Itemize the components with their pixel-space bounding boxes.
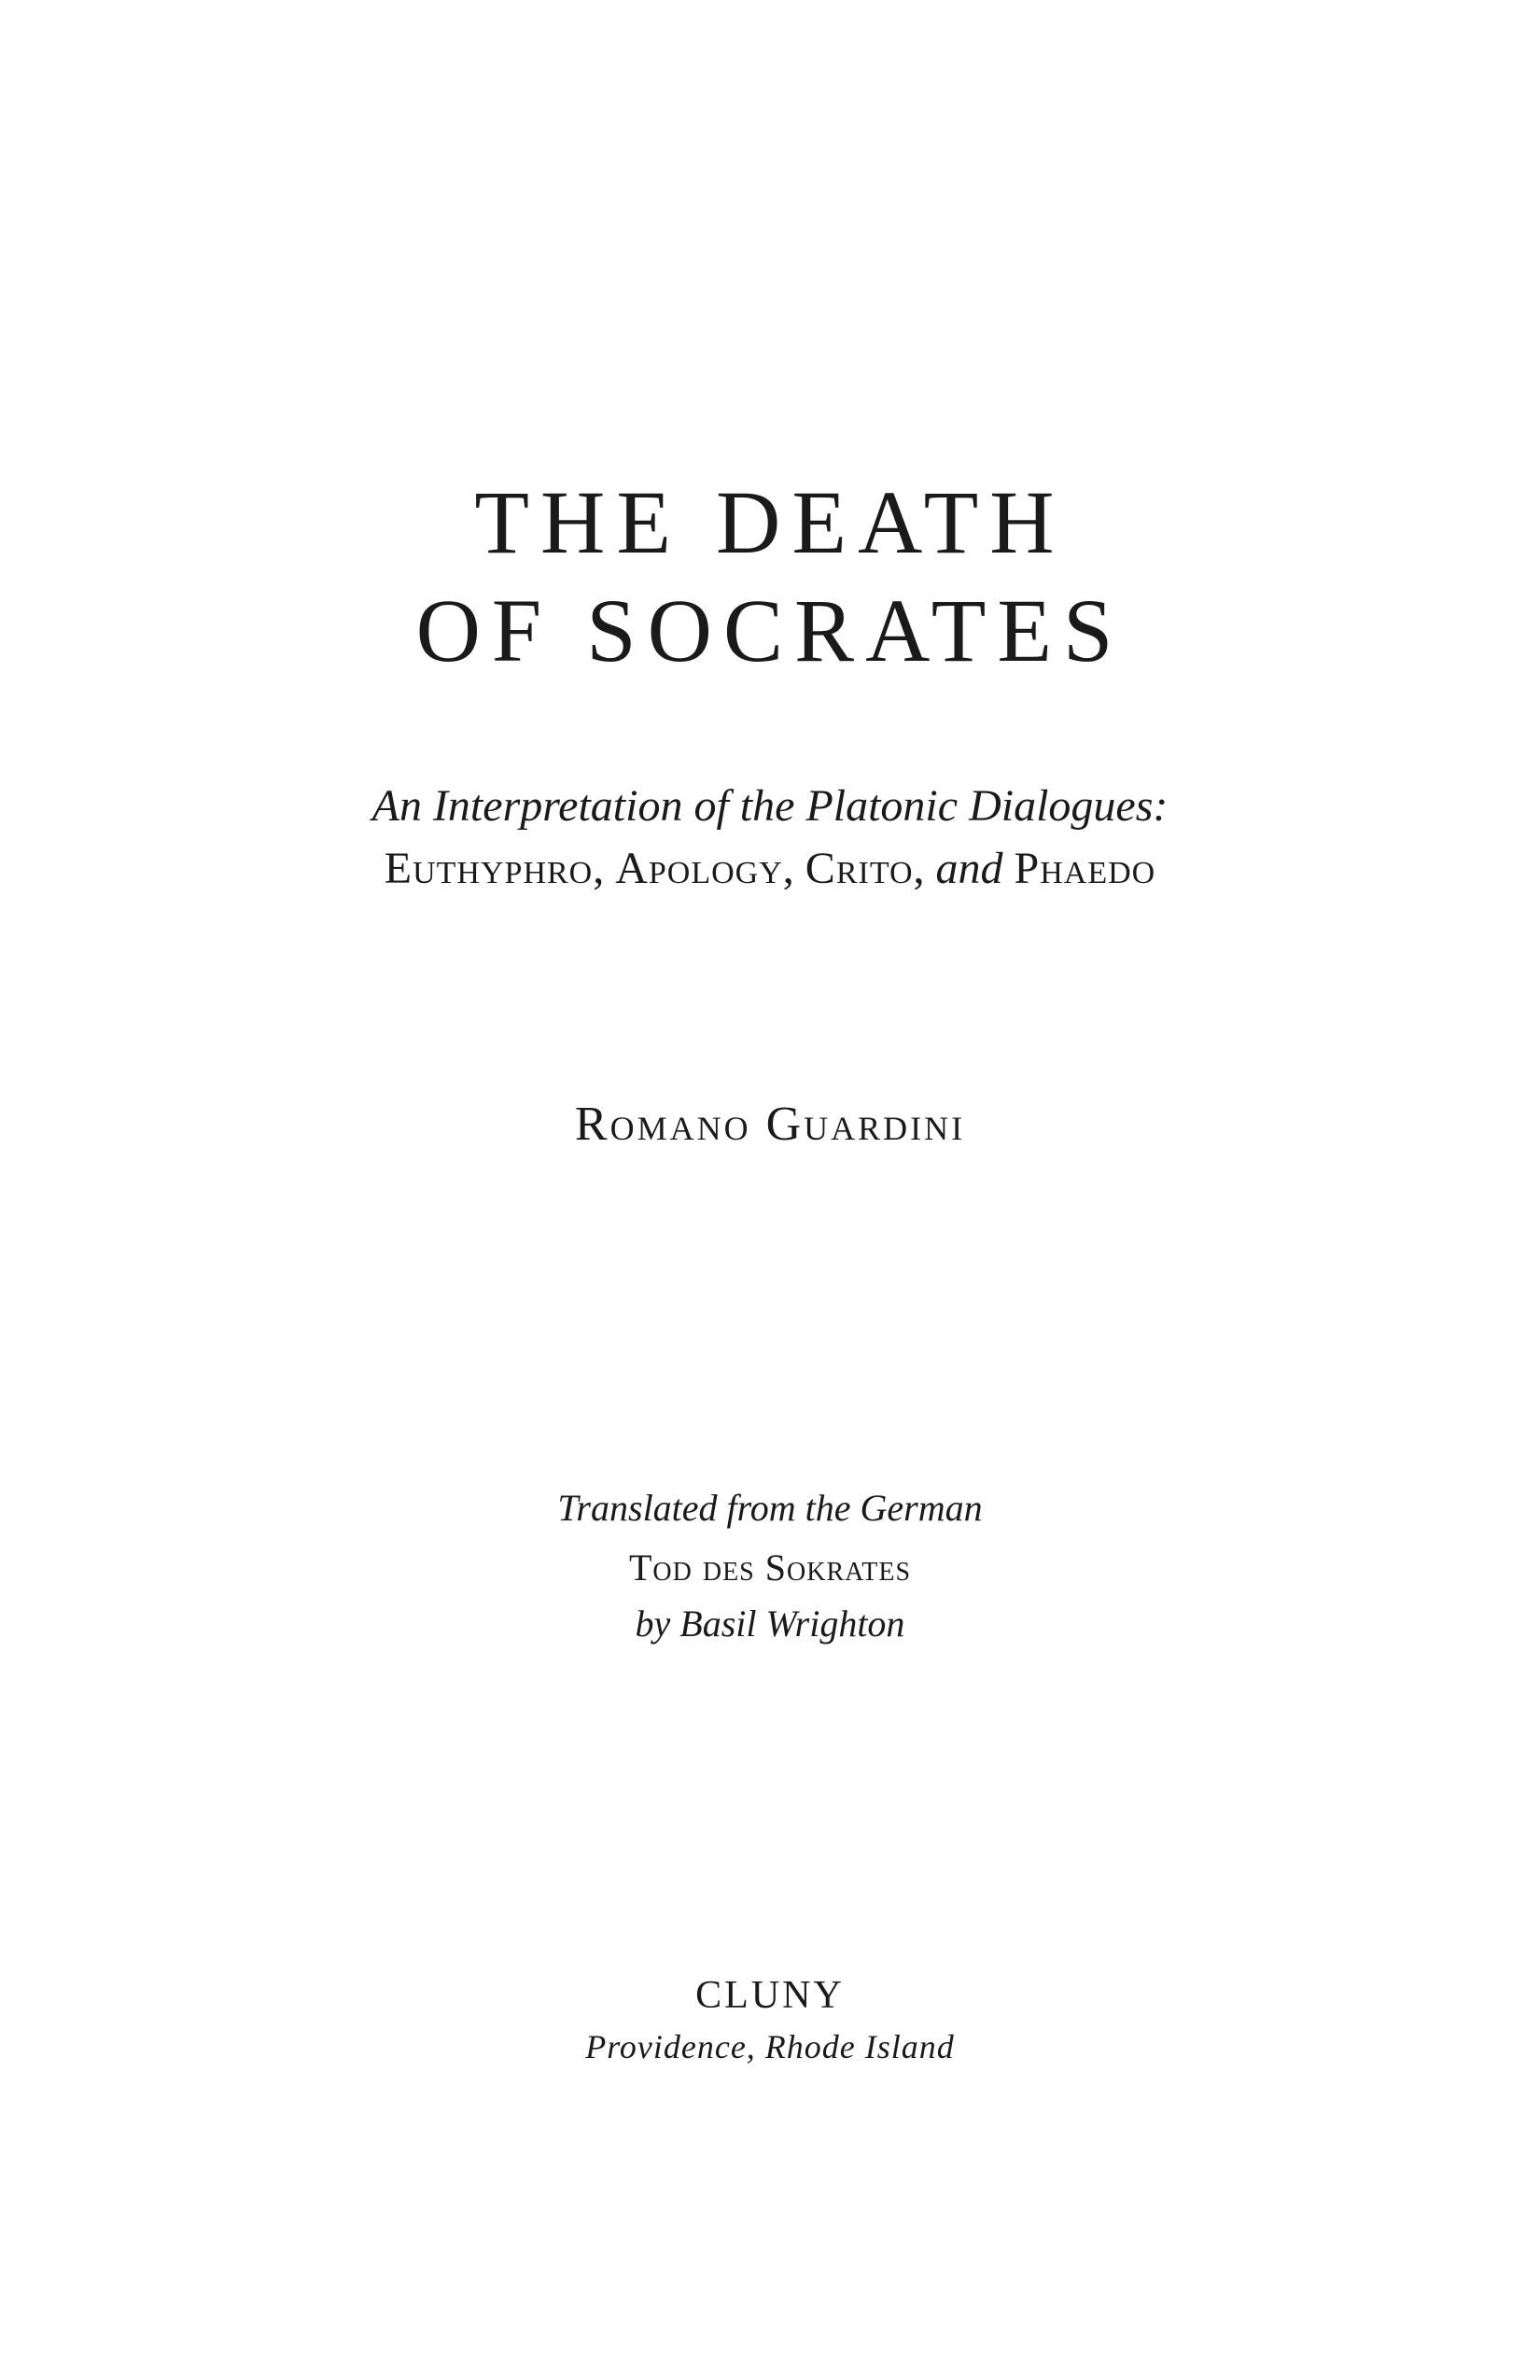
dialogue-apology: Apology <box>615 844 783 893</box>
subtitle-line-1: An Interpretation of the Platonic Dialogues: <box>371 781 1169 831</box>
separator: , <box>913 844 936 893</box>
separator: , <box>782 844 805 893</box>
author-name: Romano Guardini <box>574 1098 966 1151</box>
publisher-name: CLUNY <box>695 1974 845 2017</box>
dialogue-euthyphro: Euthyphro <box>384 844 594 893</box>
translator-name: by Basil Wrighton <box>635 1603 905 1645</box>
separator <box>1003 844 1015 893</box>
conjunction-and: and <box>935 844 1003 893</box>
book-title-line-1 <box>0 472 1540 572</box>
book-title-text-2: OF SOCRATES <box>415 581 1125 680</box>
translation-note: Translated from the German <box>557 1487 983 1529</box>
dialogue-phaedo: Phaedo <box>1014 844 1156 893</box>
original-title: Tod des Sokrates <box>628 1547 912 1589</box>
book-title-line-2 <box>0 581 1540 680</box>
subtitle-line-2 <box>0 845 1540 894</box>
publisher-place: Providence, Rhode Island <box>585 2028 955 2065</box>
separator: , <box>593 844 616 893</box>
book-title-text-1: THE DEATH <box>474 472 1066 572</box>
dialogue-crito: Crito <box>805 844 914 893</box>
